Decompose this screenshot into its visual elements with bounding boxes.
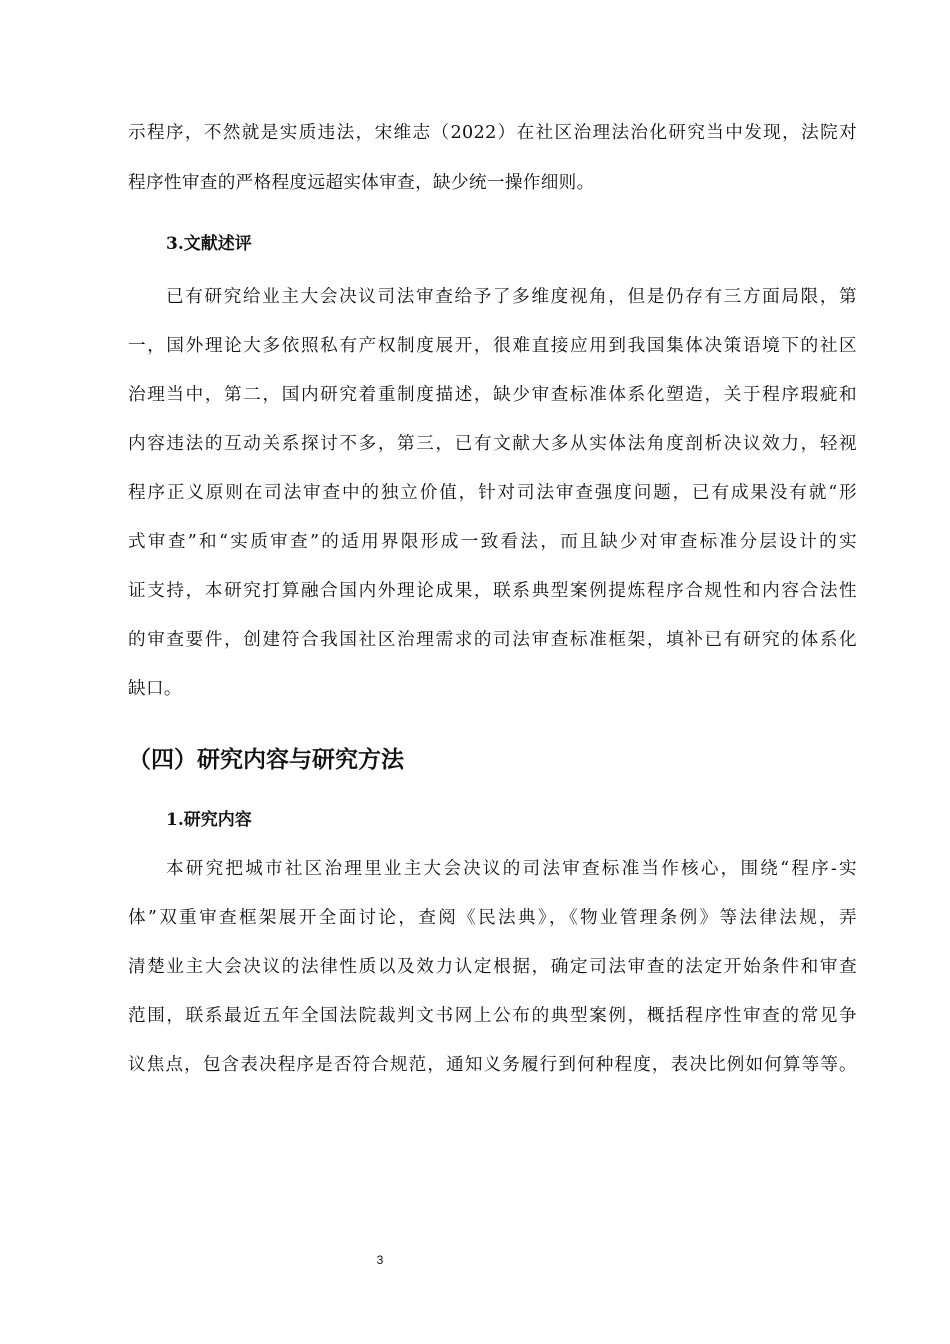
body-text-line: 已有研究给业主大会决议司法审查给予了多维度视角，但是仍存有三方面局限，第	[166, 287, 857, 307]
body-text-line: 议焦点，包含表决程序是否符合规范，通知义务履行到何种程度，表决比例如何算等等。	[128, 1055, 857, 1075]
body-text-line: 式审查”和“实质审查”的适用界限形成一致看法，而且缺少对审查标准分层设计的实	[128, 532, 857, 552]
section-heading: （四）研究内容与研究方法	[128, 747, 404, 773]
subsection-heading: 3.文献述评	[166, 234, 252, 254]
body-text-line: 内容违法的互动关系探讨不多，第三，已有文献大多从实体法角度剖析决议效力，轻视	[128, 434, 857, 454]
body-text-line: 清楚业主大会决议的法律性质以及效力认定根据，确定司法审查的法定开始条件和审查	[128, 957, 857, 977]
body-text-line: 体”双重审查框架展开全面讨论，查阅《民法典》，《物业管理条例》等法律法规，弄	[128, 908, 857, 928]
body-text-line: 本研究把城市社区治理里业主大会决议的司法审查标准当作核心，围绕“程序-实	[166, 859, 857, 879]
body-text-line: 程序性审查的严格程度远超实体审查，缺少统一操作细则。	[128, 173, 595, 193]
body-text-line: 一，国外理论大多依照私有产权制度展开，很难直接应用到我国集体决策语境下的社区	[128, 336, 857, 356]
body-text-line: 范围，联系最近五年全国法院裁判文书网上公布的典型案例，概括程序性审查的常见争	[128, 1006, 857, 1026]
body-text-line: 治理当中，第二，国内研究着重制度描述，缺少审查标准体系化塑造，关于程序瑕疵和	[128, 385, 857, 405]
body-text-line: 的审查要件，创建符合我国社区治理需求的司法审查标准框架，填补已有研究的体系化	[128, 630, 857, 650]
subsection-heading: 1.研究内容	[166, 810, 252, 830]
body-text-line: 证支持，本研究打算融合国内外理论成果，联系典型案例提炼程序合规性和内容合法性	[128, 581, 857, 601]
body-text-line: 缺口。	[128, 679, 182, 699]
body-text-line: 程序正义原则在司法审查中的独立价值，针对司法审查强度问题，已有成果没有就“形	[128, 483, 857, 503]
page-number: 3	[376, 1253, 384, 1267]
body-text-line: 示程序，不然就是实质违法，宋维志（2022）在社区治理法治化研究当中发现，法院对	[128, 123, 857, 143]
